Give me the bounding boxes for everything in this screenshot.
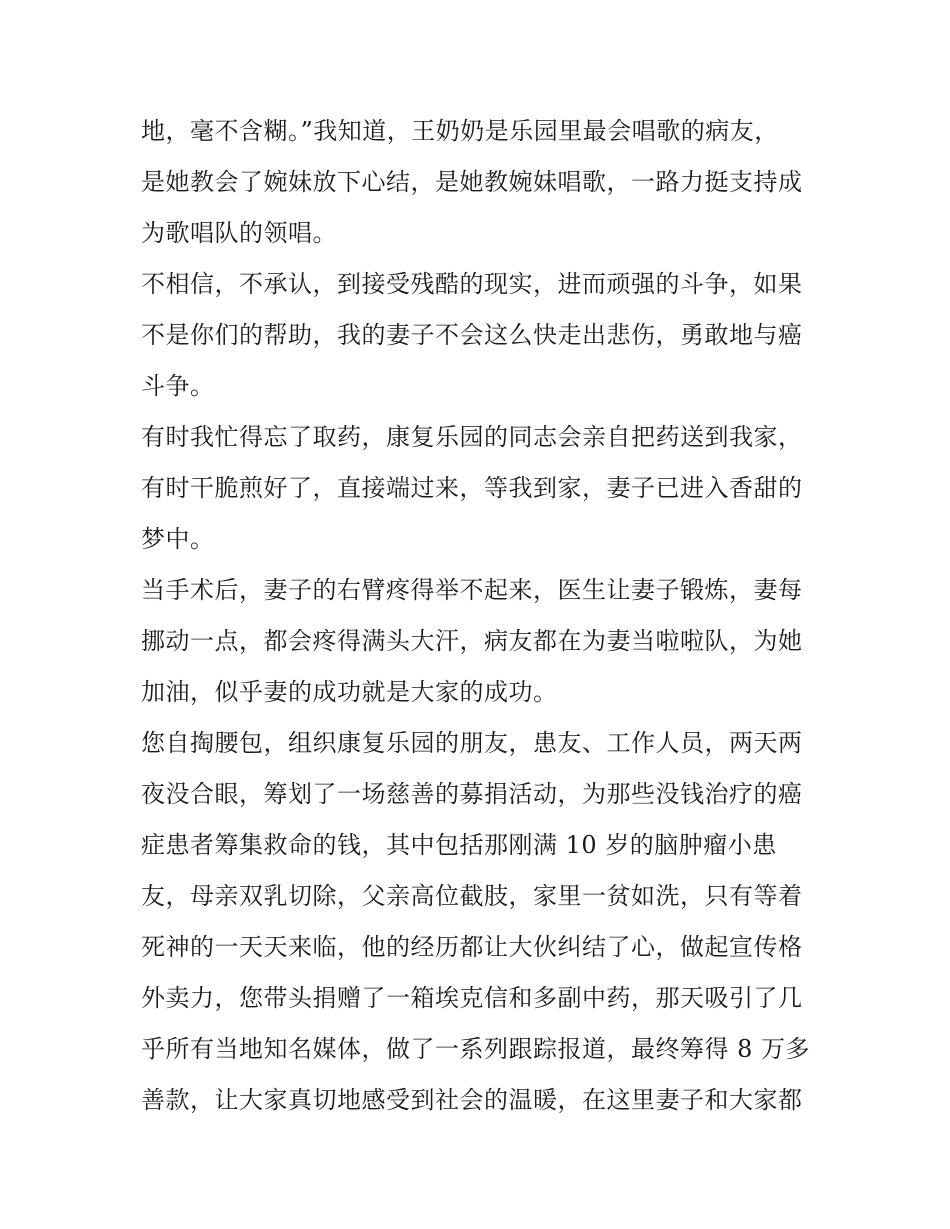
body-text	[141, 106, 821, 1126]
text-line: 友，母亲双乳切除，父亲高位截肢，家里一贫如洗，只有等着	[141, 882, 803, 910]
text-line: 加油，似乎妻的成功就是大家的成功。	[141, 678, 558, 706]
text-line: 乎所有当地知名媒体，做了一系列跟踪报道，最终筹得 8 万多	[141, 1035, 811, 1063]
text-line: 梦中。	[141, 525, 215, 553]
text-line: 夜没合眼，筹划了一场慈善的募捐活动，为那些没钱治疗的癌	[141, 780, 803, 808]
text-line: 不相信，不承认，到接受残酷的现实，进而顽强的斗争，如果	[141, 270, 803, 298]
text-line: 当手术后，妻子的右臂疼得举不起来，医生让妻子锻炼，妻每	[141, 576, 803, 604]
text-line: 不是你们的帮助，我的妻子不会这么快走出悲伤，勇敢地与癌	[141, 321, 803, 349]
text-line: 症患者筹集救命的钱，其中包括那刚满 10 岁的脑肿瘤小患	[141, 831, 777, 859]
text-line: 有时我忙得忘了取药，康复乐园的同志会亲自把药送到我家，	[141, 423, 803, 451]
text-line: 是她教会了婉妹放下心结，是她教婉妹唱歌，一路力挺支持成	[141, 168, 803, 196]
text-line: 有时干脆煎好了，直接端过来，等我到家，妻子已进入香甜的	[141, 474, 803, 502]
text-line: 死神的一天天来临，他的经历都让大伙纠结了心，做起宣传格	[141, 933, 803, 961]
text-line: 善款，让大家真切地感受到社会的温暖，在这里妻子和大家都	[141, 1086, 803, 1114]
text-line: 地，毫不含糊。”我知道，王奶奶是乐园里最会唱歌的病友，	[141, 117, 779, 145]
text-line: 斗争。	[141, 372, 215, 400]
text-line: 为歌唱队的领唱。	[141, 219, 337, 247]
text-line: 挪动一点，都会疼得满头大汗，病友都在为妻当啦啦队，为她	[141, 627, 803, 655]
text-line: 外卖力，您带头捐赠了一箱埃克信和多副中药，那天吸引了几	[141, 984, 803, 1012]
text-line: 您自掏腰包，组织康复乐园的朋友，患友、工作人员，两天两	[141, 729, 803, 757]
